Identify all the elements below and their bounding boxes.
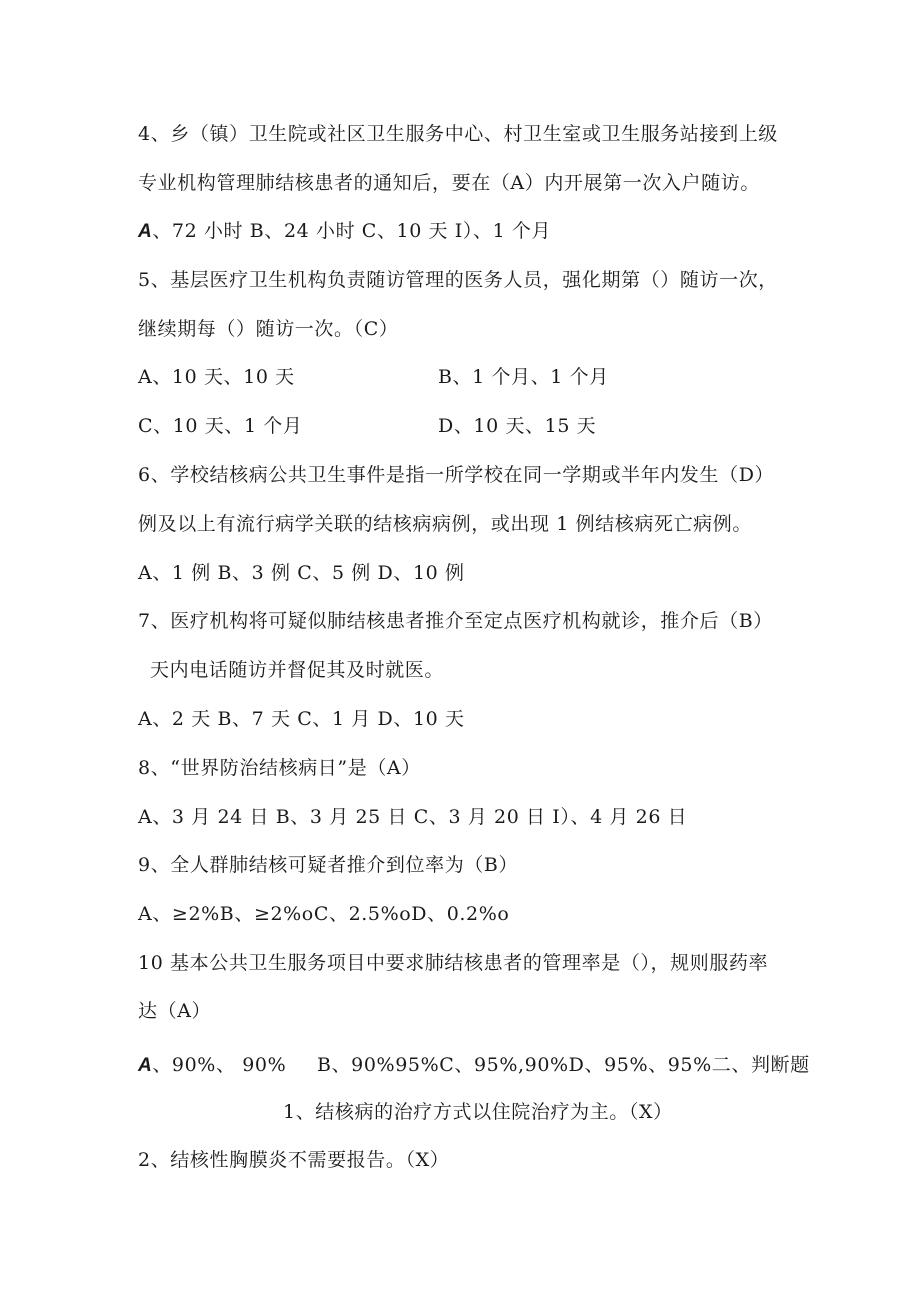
question-4-option-letter: A bbox=[138, 221, 153, 242]
question-5-option-d: D、10 天、15 天 bbox=[438, 415, 597, 437]
question-9-text: 9、全人群肺结核可疑者推介到位率为（B） bbox=[138, 854, 519, 876]
question-10-options bbox=[138, 1052, 286, 1079]
question-10-option-a-text: 、90%、 90% bbox=[152, 1054, 287, 1076]
question-5-text-line-2: 继续期每（）随访一次。（C） bbox=[138, 318, 399, 340]
question-10-text-line-2: 达（A） bbox=[138, 1000, 212, 1022]
question-7-text-line-2: 天内电话随访并督促其及时就医。 bbox=[150, 659, 445, 681]
question-5-text-line-1: 5、基层医疗卫生机构负责随访管理的医务人员，强化期第（）随访一次， bbox=[138, 269, 778, 291]
question-7-text-line-1: 7、医疗机构将可疑似肺结核患者推介至定点医疗机构就诊，推介后（B） bbox=[138, 610, 773, 632]
question-4-options-text: 、72 小时 B、24 小时 C、10 天 I）、1 个月 bbox=[152, 220, 552, 242]
judgement-item-2: 2、结核性胸膜炎不需要报告。（X） bbox=[138, 1149, 450, 1171]
question-9-options: A、≥2%B、≥2%oC、2.5%oD、0.2%o bbox=[138, 903, 510, 925]
question-4-text-line-1: 4、乡（镇）卫生院或社区卫生服务中心、村卫生室或卫生服务站接到上级 bbox=[138, 123, 778, 145]
question-8-options: A、3 月 24 日 B、3 月 25 日 C、3 月 20 日 I）、4 月 26 日 bbox=[138, 806, 688, 828]
question-5-option-c: C、10 天、1 个月 bbox=[138, 415, 303, 437]
question-4-options bbox=[138, 218, 551, 245]
question-7-options: A、2 天 B、7 天 C、1 月 D、10 天 bbox=[138, 708, 465, 730]
question-6-text-line-2: 例及以上有流行病学关联的结核病病例，或出现 1 例结核病死亡病例。 bbox=[138, 513, 752, 535]
question-10-option-letter: A bbox=[138, 1055, 153, 1076]
question-6-options: A、1 例 B、3 例 C、5 例 D、10 例 bbox=[138, 562, 465, 584]
question-10-text-line-1: 10 基本公共卫生服务项目中要求肺结核患者的管理率是（），规则服药率 bbox=[138, 952, 769, 974]
question-4-text-line-2: 专业机构管理肺结核患者的通知后，要在（A）内开展第一次入户随访。 bbox=[138, 172, 760, 194]
question-8-text: 8、“世界防治结核病日”是（A） bbox=[138, 757, 421, 779]
question-6-text-line-1: 6、学校结核病公共卫生事件是指一所学校在同一学期或半年内发生（D） bbox=[138, 464, 775, 486]
question-5-option-a: A、10 天、10 天 bbox=[138, 366, 295, 388]
judgement-item-1: 1、结核病的治疗方式以住院治疗为主。（X） bbox=[283, 1101, 673, 1123]
question-5-option-b: B、1 个月、1 个月 bbox=[438, 366, 609, 388]
question-10-options-rest: B、90%95%C、95%,90%D、95%、95%二、判断题 bbox=[317, 1054, 810, 1076]
